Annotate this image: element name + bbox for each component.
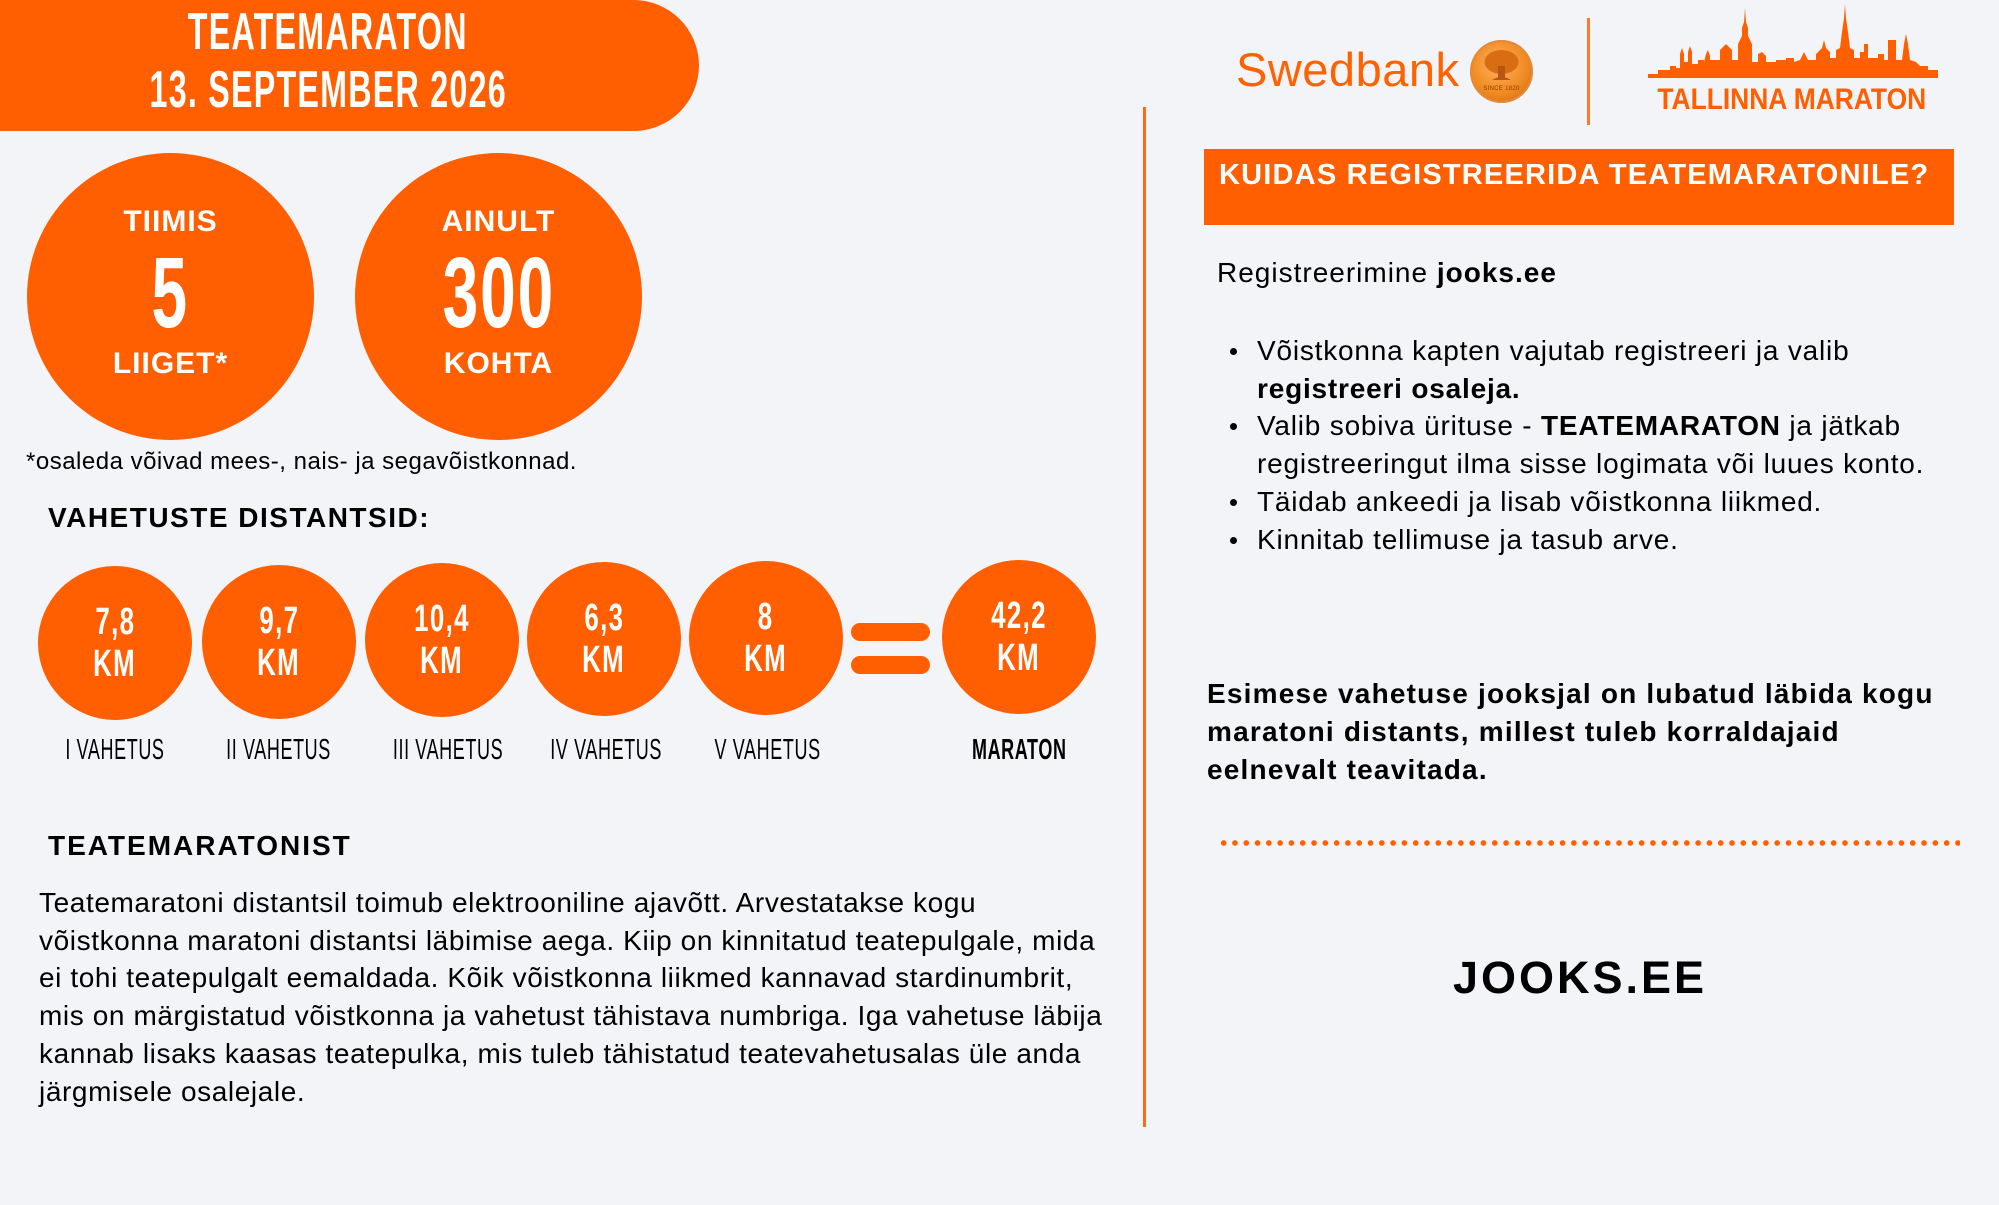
leg-label-3: III VAHETUS (392, 734, 504, 766)
list-item: Kinnitab tellimuse ja tasub arve. (1217, 521, 1977, 559)
dotted-divider (1218, 840, 1960, 846)
leg-value: 8 (758, 596, 774, 638)
bullet-icon (1230, 499, 1237, 506)
equals-icon-top-bar (851, 623, 930, 641)
title-banner (0, 0, 699, 131)
equals-icon-bottom-bar (851, 656, 930, 674)
team-size-bottom: LIIGET* (112, 347, 229, 380)
swedbank-logo-text: Swedbank (1236, 43, 1460, 96)
spots-top: AINULT (441, 205, 556, 238)
column-divider (1143, 107, 1146, 1127)
leg-value: 6,3 (583, 597, 624, 639)
leg-circle-1 (38, 566, 192, 720)
tallinn-skyline-icon (1648, 4, 1938, 80)
total-value: 42,2 (991, 595, 1047, 637)
spots-bottom: KOHTA (443, 347, 554, 380)
list-item: Võistkonna kapten vajutab registreeri ja valib registreeri osaleja. (1217, 332, 1977, 407)
registration-steps (1217, 332, 1977, 558)
list-item: Valib sobiva ürituse - TEATEMARATON ja jätkab registreeringut ilma sisse logimata või luues konto. (1217, 407, 1977, 482)
leg-unit: KM (257, 642, 301, 684)
leg-label-4: IV VAHETUS (550, 734, 662, 766)
swedbank-tree-icon (1470, 40, 1533, 103)
coin-text: SINCE 1820 (1483, 86, 1520, 92)
about-paragraph: Teatemaratoni distantsil toimub elektrooniline ajavõtt. Arvestatakse kogu võistkonna maratoni distantsi läbimise aega. Kiip on kinnitatud teatepulgale, mida ei tohi teatepulgalt eemaldada. Kõik võistkonna liikmed kannavad stardinumbrit, mis on märgistatud võistkonna ja vahetust tähistava numbriga. Iga vahetuse läbija kannab lisaks kaasas teatepulka, mis tuleb tähistatud teatevahetusalas üle anda järgmisele osalejale. (39, 887, 1103, 1107)
leg-unit: KM (93, 643, 137, 685)
leg-unit: KM (420, 640, 464, 682)
tree-icon (1470, 40, 1533, 103)
registration-intro (1217, 257, 1557, 289)
list-item: Täidab ankeedi ja lisab võistkonna liikmed. (1217, 483, 1977, 521)
spots-number: 300 (442, 237, 555, 349)
event-date: 13. SEPTEMBER 2026 (149, 61, 507, 119)
registration-title: KUIDAS REGISTREERIDA TEATEMARATONILE? (1219, 159, 1930, 191)
leg-circle-4 (527, 562, 681, 716)
bullet-icon (1230, 537, 1237, 544)
footnote: *osaleda võivad mees-, nais- ja segavõistkonnad. (26, 448, 577, 475)
team-size-number: 5 (151, 237, 190, 349)
spots-circle (355, 153, 642, 440)
intro-prefix: Registreerimine (1217, 257, 1437, 288)
total-label: MARATON (971, 734, 1067, 766)
leg-label-2: II VAHETUS (225, 734, 331, 766)
distances-heading: VAHETUSTE DISTANTSID: (48, 502, 431, 533)
leg-label-5: V VAHETUS (714, 734, 822, 766)
logo-separator (1587, 18, 1590, 125)
bullet-icon (1230, 423, 1237, 430)
leg-value: 9,7 (258, 600, 299, 642)
registration-site-link[interactable]: jooks.ee (1436, 257, 1557, 288)
leg-unit: KM (744, 638, 788, 680)
registration-title-box (1204, 149, 1954, 225)
leg-circle-3 (365, 563, 519, 717)
leg-label-1: I VAHETUS (65, 734, 165, 766)
total-unit: KM (997, 637, 1041, 679)
total-distance-circle (942, 560, 1096, 714)
leg-value: 10,4 (414, 598, 470, 640)
tallinna-maraton-logo-text: TALLINNA MARATON (1657, 83, 1927, 116)
leg-value: 7,8 (94, 601, 135, 643)
website-link[interactable]: JOOKS.EE (1452, 952, 1708, 1003)
first-leg-note: Esimese vahetuse jooksjal on lubatud läbida kogu maratoni distants, millest tuleb korraldajaid eelnevalt teavitada. (1207, 678, 1934, 785)
leg-circle-5 (689, 561, 843, 715)
bullet-icon (1230, 348, 1237, 355)
about-heading: TEATEMARATONIST (48, 830, 352, 861)
event-title: TEATEMARATON (188, 3, 468, 61)
team-size-circle (27, 153, 314, 440)
team-size-top: TIIMIS (123, 205, 218, 238)
leg-unit: KM (582, 639, 626, 681)
leg-circle-2 (202, 565, 356, 719)
